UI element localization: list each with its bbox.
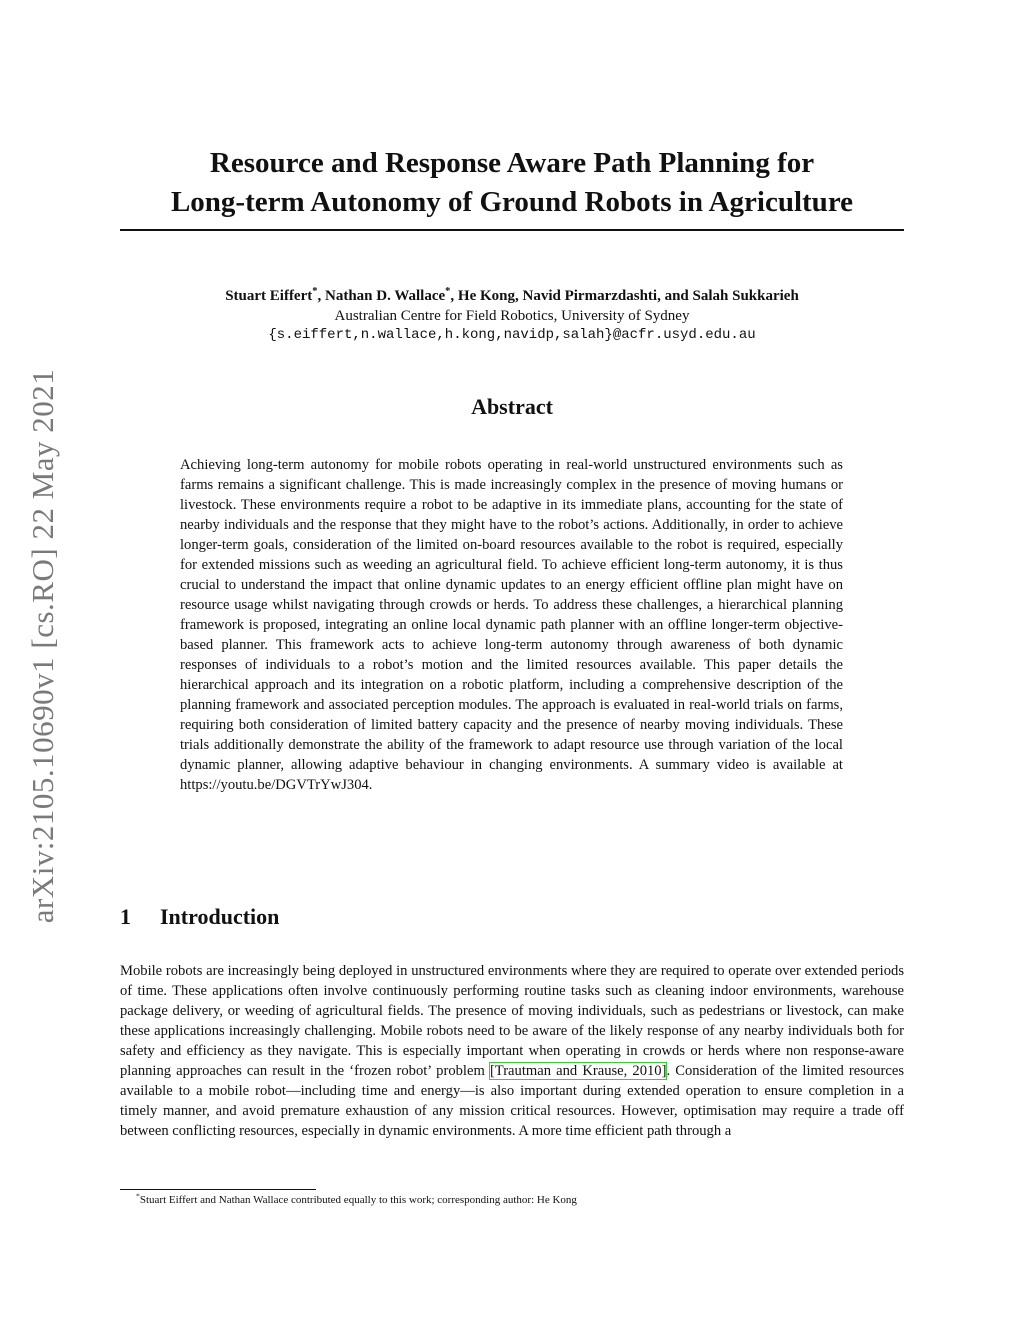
footnote-text: Stuart Eiffert and Nathan Wallace contributed equally to this work; corresponding author: He Kong: [139, 1194, 577, 1206]
equal-contribution-mark: *: [445, 286, 451, 297]
author-eiffert: Stuart Eiffert: [225, 288, 313, 304]
title-line-2: Long-term Autonomy of Ground Robots in Agriculture: [170, 186, 854, 218]
affiliation: Australian Centre for Field Robotics, University of Sydney: [334, 308, 690, 324]
abstract-heading: Abstract: [471, 394, 553, 419]
arxiv-identifier-text: arXiv:2105.10690v1 [cs.RO] 22 May 2021: [25, 368, 60, 924]
title-rule: [120, 229, 904, 231]
introduction-paragraph: [120, 961, 904, 1141]
footnote: [136, 1191, 577, 1206]
author-emails: {s.eiffert,n.wallace,h.kong,navidp,salah}@acfr.usyd.edu.au: [268, 327, 756, 343]
footnote-rule: [120, 1189, 316, 1190]
section-number: 1: [120, 904, 131, 929]
abstract-text: Achieving long-term autonomy for mobile robots operating in real-world unstructured environments such as farms remains a significant challenge. This is made increasingly complex in the presence of moving humans or livestock. These environments require a robot to be adaptive in its immediate plans, accounting for the state of nearby individuals and the response that they might have to the robot’s actions. Additionally, in order to achieve longer-term goals, consideration of the limited on-board resources available to the robot is required, especially for extended missions such as weeding an agricultural field. To achieve efficient long-term autonomy, it is thus crucial to understand the impact that online dynamic updates to an energy efficient offline plan might have on resource usage whilst navigating through crowds or herds. To address these challenges, a hierarchical planning framework is proposed, integrating an online local dynamic path planner with an offline longer-term objective-based planner. This framework acts to achieve long-term autonomy through awareness of both dynamic responses of individuals to a robot’s motion and the limited resources available. This paper details the hierarchical approach and its integration on a robotic platform, including a comprehensive description of the planning framework and associated perception modules. The approach is evaluated in real-world trials on farms, requiring both consideration of limited battery capacity and the presence of nearby moving individuals. These trials additionally demonstrate the ability of the framework to adapt resource use through variation of the local dynamic planner, allowing adaptive behaviour in changing environments. A summary video is available at https://youtu.be/DGVTrYwJ304.: [180, 457, 843, 793]
title-line-1: Resource and Response Aware Path Planning for: [209, 147, 815, 179]
intro-text-after-citation: . Consideration of the limited resources available to a mobile robot—including time and energy—is also important during extended operation to ensure completion in a timely manner, and avoid premature exhaustion of any mission critical resources. However, optimisation may require a trade off between conflicting resources, especially in dynamic environments. A more time efficient path through a: [120, 1063, 904, 1139]
paper-title: [110, 144, 914, 222]
author-pirmarzdashti: Navid Pirmarzdashti: [522, 288, 658, 304]
author-sukkarieh: Salah Sukkarieh: [692, 288, 799, 304]
intro-text-before-citation: Mobile robots are increasingly being deployed in unstructured environments where they are required to operate over extended periods of time. These applications often involve continuously performing routine tasks such as cleaning indoor environments, warehouse package delivery, or weeding of agricultural fields. The presence of moving individuals, such as pedestrians or livestock, can make these applications increasingly challenging. Mobile robots need to be aware of the likely response of any nearby individuals both for safety and efficiency as they navigate. This is especially important when operating in crowds or herds where non response-aware planning approaches can result in the ‘frozen robot’ problem: [120, 963, 904, 1079]
equal-contribution-mark: *: [312, 286, 318, 297]
citation-link-trautman-krause[interactable]: [Trautman and Krause, 2010]: [489, 1063, 667, 1079]
footnote-mark: *: [136, 1191, 140, 1201]
section-heading-introduction: [120, 904, 279, 930]
arxiv-identifier: [20, 346, 66, 946]
author-wallace: Nathan D. Wallace: [325, 288, 446, 304]
author-kong: He Kong: [457, 288, 515, 304]
section-title: Introduction: [160, 904, 280, 929]
author-list: Stuart Eiffert*, Nathan D. Wallace*, He Kong, Navid Pirmarzdashti, and Salah Sukkarieh: [225, 286, 799, 304]
